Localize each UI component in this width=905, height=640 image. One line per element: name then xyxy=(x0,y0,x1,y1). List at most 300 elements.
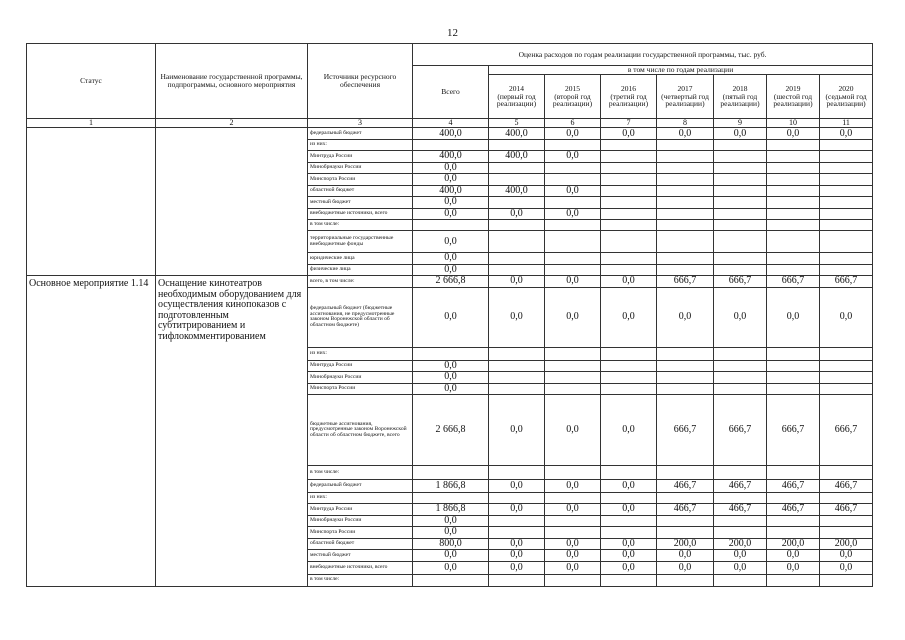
year-value-cell xyxy=(601,253,657,265)
column-index: 9 xyxy=(714,119,767,128)
year-value-cell xyxy=(657,466,714,480)
year-value-cell xyxy=(489,383,545,395)
year-value-cell: 0,0 xyxy=(545,185,601,197)
year-value-cell xyxy=(714,220,767,231)
year-value-cell xyxy=(657,208,714,220)
year-value-cell xyxy=(767,347,820,360)
year-value-cell xyxy=(820,372,873,384)
year-value-cell xyxy=(820,360,873,372)
year-value-cell: 0,0 xyxy=(601,276,657,288)
year-value-cell xyxy=(601,383,657,395)
year-value-cell: 0,0 xyxy=(545,480,601,493)
year-value-cell xyxy=(601,527,657,539)
year-value-cell xyxy=(714,151,767,163)
year-value-cell xyxy=(714,574,767,586)
year-value-cell xyxy=(489,253,545,265)
year-value-cell xyxy=(767,174,820,186)
year-value-cell: 0,0 xyxy=(489,208,545,220)
year-value-cell xyxy=(714,360,767,372)
total-cell: 0,0 xyxy=(413,264,489,276)
header-year xyxy=(601,75,657,119)
year-value-cell xyxy=(714,372,767,384)
total-cell: 0,0 xyxy=(413,527,489,539)
year-value-cell xyxy=(601,197,657,209)
year-value-cell: 0,0 xyxy=(657,128,714,140)
year-value-cell: 200,0 xyxy=(767,538,820,550)
column-index: 7 xyxy=(601,119,657,128)
year-value-cell: 0,0 xyxy=(601,480,657,493)
year-value-cell: 0,0 xyxy=(489,480,545,493)
year-value-cell: 0,0 xyxy=(601,504,657,516)
column-index: 6 xyxy=(545,119,601,128)
year-note: (первый год реализации) xyxy=(496,91,537,109)
total-cell: 0,0 xyxy=(413,253,489,265)
year-value-cell xyxy=(601,174,657,186)
total-cell: 0,0 xyxy=(413,360,489,372)
year-value-cell xyxy=(714,264,767,276)
year-value-cell: 466,7 xyxy=(820,504,873,516)
year-note: (второй год реализации) xyxy=(552,91,593,109)
year-value-cell xyxy=(767,162,820,174)
year-value-cell xyxy=(767,208,820,220)
year-value-cell: 400,0 xyxy=(489,185,545,197)
year-value-cell xyxy=(601,493,657,504)
year-value-cell xyxy=(489,574,545,586)
year-value-cell: 466,7 xyxy=(714,504,767,516)
year-value-cell xyxy=(601,231,657,253)
year-note: (четвертый год реализации) xyxy=(661,91,709,109)
year-value-cell xyxy=(545,527,601,539)
year-value-cell: 666,7 xyxy=(820,276,873,288)
column-index: 2 xyxy=(156,119,308,128)
year-value-cell: 0,0 xyxy=(489,550,545,562)
year-value-cell xyxy=(767,527,820,539)
source-cell: Минспорта России xyxy=(308,174,413,186)
year-value-cell: 0,0 xyxy=(545,538,601,550)
header-year xyxy=(714,75,767,119)
source-cell: бюджетные ассигнования, предусмотренные законом Воронежской области об областном бюджете, всего xyxy=(308,395,413,466)
source-cell: в том числе: xyxy=(308,574,413,586)
year-label: 2016 xyxy=(621,83,636,93)
year-value-cell xyxy=(657,574,714,586)
column-index: 8 xyxy=(657,119,714,128)
year-value-cell: 0,0 xyxy=(767,561,820,574)
year-value-cell xyxy=(545,174,601,186)
year-value-cell xyxy=(545,140,601,151)
year-value-cell xyxy=(820,574,873,586)
total-cell: 0,0 xyxy=(413,231,489,253)
year-value-cell xyxy=(767,231,820,253)
source-cell: Минспорта России xyxy=(308,383,413,395)
year-value-cell xyxy=(820,347,873,360)
source-cell: Минобрнауки России xyxy=(308,372,413,384)
year-value-cell xyxy=(489,360,545,372)
year-value-cell xyxy=(657,360,714,372)
year-value-cell: 0,0 xyxy=(601,538,657,550)
year-value-cell: 0,0 xyxy=(489,395,545,466)
source-cell: всего, в том числе: xyxy=(308,276,413,288)
source-cell: из них: xyxy=(308,140,413,151)
year-value-cell xyxy=(767,185,820,197)
year-value-cell xyxy=(545,347,601,360)
year-value-cell: 466,7 xyxy=(767,480,820,493)
year-value-cell: 0,0 xyxy=(714,550,767,562)
year-value-cell xyxy=(601,151,657,163)
year-value-cell xyxy=(714,208,767,220)
total-cell: 1 866,8 xyxy=(413,504,489,516)
column-index: 3 xyxy=(308,119,413,128)
year-value-cell: 0,0 xyxy=(489,504,545,516)
total-cell: 400,0 xyxy=(413,185,489,197)
header-status: Статус xyxy=(27,44,156,119)
year-value-cell xyxy=(820,515,873,527)
year-value-cell: 0,0 xyxy=(820,561,873,574)
year-value-cell xyxy=(489,231,545,253)
year-value-cell: 0,0 xyxy=(545,287,601,347)
year-value-cell: 0,0 xyxy=(545,561,601,574)
year-value-cell: 0,0 xyxy=(545,504,601,516)
source-cell: Минспорта России xyxy=(308,527,413,539)
year-value-cell: 0,0 xyxy=(601,287,657,347)
year-value-cell xyxy=(657,264,714,276)
year-value-cell xyxy=(601,162,657,174)
year-value-cell: 666,7 xyxy=(767,395,820,466)
year-value-cell: 0,0 xyxy=(489,287,545,347)
year-value-cell: 666,7 xyxy=(714,276,767,288)
year-value-cell xyxy=(714,347,767,360)
year-value-cell xyxy=(545,264,601,276)
source-cell: Минобрнауки России xyxy=(308,162,413,174)
source-cell: в том числе: xyxy=(308,220,413,231)
header-year xyxy=(545,75,601,119)
year-label: 2014 xyxy=(509,83,524,93)
year-value-cell xyxy=(767,515,820,527)
year-value-cell xyxy=(657,197,714,209)
year-value-cell: 0,0 xyxy=(657,287,714,347)
header-year xyxy=(767,75,820,119)
page-number: 12 xyxy=(447,27,458,39)
year-value-cell xyxy=(601,372,657,384)
name-cell xyxy=(156,128,308,276)
source-cell: областной бюджет xyxy=(308,185,413,197)
year-value-cell: 0,0 xyxy=(545,276,601,288)
year-value-cell: 0,0 xyxy=(545,395,601,466)
year-value-cell xyxy=(767,253,820,265)
total-cell: 2 666,8 xyxy=(413,395,489,466)
year-value-cell xyxy=(820,466,873,480)
column-index: 4 xyxy=(413,119,489,128)
year-value-cell xyxy=(657,493,714,504)
year-value-cell xyxy=(820,208,873,220)
year-value-cell xyxy=(545,253,601,265)
total-cell: 0,0 xyxy=(413,515,489,527)
year-value-cell xyxy=(714,466,767,480)
year-value-cell xyxy=(545,360,601,372)
year-value-cell xyxy=(489,162,545,174)
year-note: (седьмой год реализации) xyxy=(825,91,867,109)
header-estimate: Оценка расходов по годам реализации государственной программы, тыс. руб. xyxy=(413,44,873,66)
total-cell xyxy=(413,493,489,504)
source-cell: внебюджетные источники, всего xyxy=(308,208,413,220)
year-value-cell: 0,0 xyxy=(489,276,545,288)
year-value-cell xyxy=(601,347,657,360)
year-value-cell xyxy=(545,515,601,527)
year-value-cell: 0,0 xyxy=(820,287,873,347)
year-value-cell xyxy=(657,253,714,265)
year-value-cell: 466,7 xyxy=(820,480,873,493)
total-cell: 400,0 xyxy=(413,128,489,140)
source-cell: из них: xyxy=(308,493,413,504)
year-label: 2018 xyxy=(732,83,748,93)
source-cell: внебюджетные источники, всего xyxy=(308,561,413,574)
status-cell xyxy=(27,128,156,276)
source-cell: Минтруда России xyxy=(308,360,413,372)
year-value-cell: 0,0 xyxy=(714,287,767,347)
year-value-cell xyxy=(489,466,545,480)
total-cell: 0,0 xyxy=(413,561,489,574)
total-cell: 1 866,8 xyxy=(413,480,489,493)
year-label: 2019 xyxy=(785,83,801,93)
year-value-cell xyxy=(820,185,873,197)
year-value-cell: 0,0 xyxy=(489,561,545,574)
year-value-cell: 466,7 xyxy=(657,480,714,493)
year-value-cell xyxy=(767,264,820,276)
source-cell: физические лица xyxy=(308,264,413,276)
year-value-cell xyxy=(657,383,714,395)
year-value-cell xyxy=(714,140,767,151)
total-cell: 0,0 xyxy=(413,174,489,186)
year-value-cell xyxy=(657,527,714,539)
year-value-cell xyxy=(820,231,873,253)
year-value-cell xyxy=(545,231,601,253)
year-value-cell xyxy=(601,208,657,220)
source-cell: областной бюджет xyxy=(308,538,413,550)
year-value-cell: 0,0 xyxy=(601,561,657,574)
year-value-cell xyxy=(489,140,545,151)
total-cell: 0,0 xyxy=(413,372,489,384)
column-index: 5 xyxy=(489,119,545,128)
year-value-cell xyxy=(714,162,767,174)
year-value-cell xyxy=(820,151,873,163)
year-value-cell xyxy=(489,515,545,527)
total-cell xyxy=(413,347,489,360)
column-index: 10 xyxy=(767,119,820,128)
year-value-cell: 0,0 xyxy=(545,128,601,140)
year-label: 2017 xyxy=(677,83,693,93)
year-value-cell xyxy=(489,527,545,539)
year-value-cell: 666,7 xyxy=(657,276,714,288)
name-cell: Оснащение кинотеатров необходимым оборудованием для осуществления кинопоказов с подготовленным субтитрированием и тифлокомментированием xyxy=(156,276,308,587)
year-value-cell: 466,7 xyxy=(657,504,714,516)
year-value-cell xyxy=(489,197,545,209)
source-cell: юридические лица xyxy=(308,253,413,265)
year-value-cell xyxy=(767,574,820,586)
year-value-cell xyxy=(820,140,873,151)
year-value-cell: 0,0 xyxy=(767,128,820,140)
year-value-cell xyxy=(767,493,820,504)
year-value-cell xyxy=(767,383,820,395)
year-value-cell xyxy=(545,574,601,586)
year-value-cell xyxy=(820,527,873,539)
year-value-cell xyxy=(657,140,714,151)
year-value-cell: 200,0 xyxy=(657,538,714,550)
source-cell: Минтруда России xyxy=(308,504,413,516)
year-value-cell xyxy=(489,174,545,186)
year-value-cell: 666,7 xyxy=(820,395,873,466)
year-value-cell: 666,7 xyxy=(657,395,714,466)
header-year xyxy=(820,75,873,119)
year-value-cell xyxy=(657,174,714,186)
year-value-cell xyxy=(767,466,820,480)
year-value-cell: 0,0 xyxy=(545,208,601,220)
year-value-cell xyxy=(489,347,545,360)
year-value-cell: 400,0 xyxy=(489,151,545,163)
total-cell: 0,0 xyxy=(413,197,489,209)
source-cell: Минтруда России xyxy=(308,151,413,163)
year-value-cell xyxy=(545,466,601,480)
year-value-cell xyxy=(601,185,657,197)
year-value-cell xyxy=(545,197,601,209)
total-cell xyxy=(413,466,489,480)
year-value-cell xyxy=(820,253,873,265)
year-value-cell: 0,0 xyxy=(714,561,767,574)
year-value-cell: 0,0 xyxy=(714,128,767,140)
total-cell: 0,0 xyxy=(413,162,489,174)
source-cell: территориальные государственные внебюджетные фонды xyxy=(308,231,413,253)
year-value-cell xyxy=(601,264,657,276)
total-cell: 400,0 xyxy=(413,151,489,163)
year-value-cell xyxy=(767,197,820,209)
year-value-cell xyxy=(489,220,545,231)
total-cell xyxy=(413,574,489,586)
year-value-cell xyxy=(657,220,714,231)
year-value-cell: 0,0 xyxy=(601,128,657,140)
year-value-cell xyxy=(714,174,767,186)
year-value-cell: 466,7 xyxy=(714,480,767,493)
year-value-cell xyxy=(489,493,545,504)
source-cell: местный бюджет xyxy=(308,197,413,209)
table-row xyxy=(27,128,873,140)
year-value-cell: 400,0 xyxy=(489,128,545,140)
year-value-cell xyxy=(714,383,767,395)
year-value-cell: 0,0 xyxy=(767,287,820,347)
year-note: (пятый год реализации) xyxy=(720,91,760,109)
year-value-cell: 666,7 xyxy=(714,395,767,466)
year-value-cell xyxy=(657,372,714,384)
year-value-cell xyxy=(657,151,714,163)
year-value-cell xyxy=(657,347,714,360)
year-value-cell: 200,0 xyxy=(714,538,767,550)
year-value-cell xyxy=(714,527,767,539)
total-cell: 0,0 xyxy=(413,287,489,347)
total-cell xyxy=(413,140,489,151)
year-value-cell xyxy=(545,220,601,231)
total-cell: 0,0 xyxy=(413,208,489,220)
year-value-cell: 0,0 xyxy=(820,128,873,140)
header-total: Всего xyxy=(413,66,489,119)
year-label: 2015 xyxy=(565,83,580,93)
total-cell: 0,0 xyxy=(413,550,489,562)
source-cell: федеральный бюджет xyxy=(308,128,413,140)
year-value-cell: 0,0 xyxy=(657,561,714,574)
year-value-cell xyxy=(657,162,714,174)
source-cell: Минобрнауки России xyxy=(308,515,413,527)
year-value-cell xyxy=(714,231,767,253)
total-cell xyxy=(413,220,489,231)
year-value-cell xyxy=(601,574,657,586)
year-value-cell xyxy=(601,466,657,480)
header-name: Наименование государственной программы, подпрограммы, основного мероприятия xyxy=(156,44,308,119)
year-value-cell xyxy=(601,140,657,151)
year-value-cell xyxy=(545,383,601,395)
year-value-cell xyxy=(545,372,601,384)
year-value-cell xyxy=(657,515,714,527)
source-cell: местный бюджет xyxy=(308,550,413,562)
total-cell: 0,0 xyxy=(413,383,489,395)
year-label: 2020 xyxy=(838,83,854,93)
table-row xyxy=(27,276,873,288)
year-value-cell: 200,0 xyxy=(820,538,873,550)
source-cell: федеральный бюджет (бюджетные ассигнования, не предусмотренные законом Воронежской области об областном бюджете) xyxy=(308,287,413,347)
year-value-cell: 0,0 xyxy=(545,550,601,562)
year-value-cell xyxy=(820,174,873,186)
year-value-cell xyxy=(767,220,820,231)
header-year xyxy=(657,75,714,119)
source-cell: из них: xyxy=(308,347,413,360)
year-value-cell xyxy=(489,372,545,384)
column-index: 1 xyxy=(27,119,156,128)
year-value-cell xyxy=(820,264,873,276)
year-value-cell xyxy=(545,493,601,504)
source-cell: федеральный бюджет xyxy=(308,480,413,493)
year-value-cell xyxy=(601,360,657,372)
year-value-cell: 666,7 xyxy=(767,276,820,288)
year-value-cell: 0,0 xyxy=(545,151,601,163)
year-value-cell xyxy=(820,493,873,504)
year-value-cell xyxy=(820,162,873,174)
year-value-cell: 0,0 xyxy=(489,538,545,550)
year-value-cell: 0,0 xyxy=(601,395,657,466)
year-value-cell: 0,0 xyxy=(601,550,657,562)
year-value-cell xyxy=(601,220,657,231)
year-value-cell xyxy=(657,185,714,197)
year-value-cell xyxy=(714,197,767,209)
source-cell: в том числе: xyxy=(308,466,413,480)
year-value-cell xyxy=(601,515,657,527)
year-value-cell xyxy=(767,372,820,384)
year-value-cell xyxy=(714,253,767,265)
year-value-cell xyxy=(657,231,714,253)
year-value-cell xyxy=(767,140,820,151)
year-value-cell xyxy=(489,264,545,276)
header-year xyxy=(489,75,545,119)
year-value-cell: 0,0 xyxy=(657,550,714,562)
year-value-cell xyxy=(714,515,767,527)
year-value-cell xyxy=(820,220,873,231)
year-note: (шестой год реализации) xyxy=(773,91,813,109)
year-value-cell xyxy=(714,493,767,504)
total-cell: 2 666,8 xyxy=(413,276,489,288)
year-value-cell xyxy=(820,197,873,209)
year-value-cell xyxy=(767,360,820,372)
total-cell: 800,0 xyxy=(413,538,489,550)
year-value-cell: 0,0 xyxy=(820,550,873,562)
year-value-cell xyxy=(714,185,767,197)
year-note: (третий год реализации) xyxy=(608,91,649,109)
header-by-years: в том числе по годам реализации xyxy=(489,66,873,75)
column-index: 11 xyxy=(820,119,873,128)
status-cell: Основное мероприятие 1.14 xyxy=(27,276,156,587)
